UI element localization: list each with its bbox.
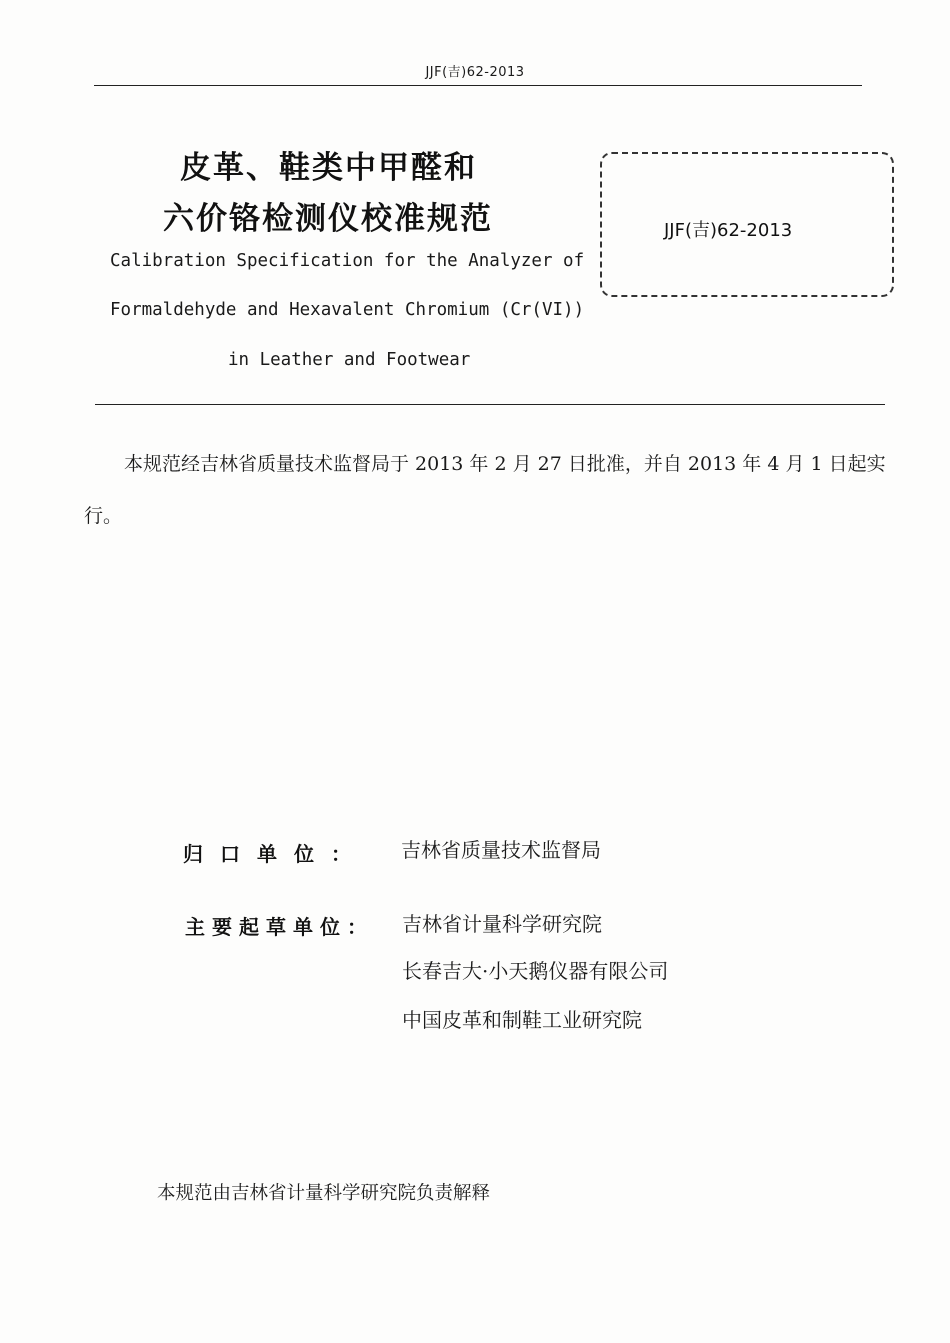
drafting-unit-1: 吉林省计量科学研究院 [402,912,602,936]
approval-statement: 本规范经吉林省质量技术监督局于 2013 年 2 月 27 日批准，并自 2013 年 4 月 1 日起实行。 [84,453,886,527]
title-divider-rule [95,404,885,405]
interpretation-statement: 本规范由吉林省计量科学研究院负责解释 [157,1183,491,1204]
drafting-unit-2: 长春吉大·小天鹅仪器有限公司 [402,959,669,983]
title-en-line-3: in Leather and Footwear [228,350,471,370]
title-cn-line-2: 六价铬检测仪校准规范 [163,201,493,237]
responsible-unit-label: 归口单位： [183,842,368,866]
title-en-line-2: Formaldehyde and Hexavalent Chromium (Cr(VI)) [110,300,585,320]
responsible-unit-value: 吉林省质量技术监督局 [401,838,601,862]
drafting-unit-3: 中国皮革和制鞋工业研究院 [402,1008,642,1032]
header-rule [94,85,862,86]
title-cn-line-1: 皮革、鞋类中甲醛和 [180,150,477,186]
title-en-line-1: Calibration Specification for the Analyzer of [110,251,585,271]
drafting-units-label: 主要起草单位： [185,915,374,939]
header-standard-code: JJF(吉)62-2013 [425,65,525,80]
box-standard-code: JJF(吉)62-2013 [664,220,793,241]
